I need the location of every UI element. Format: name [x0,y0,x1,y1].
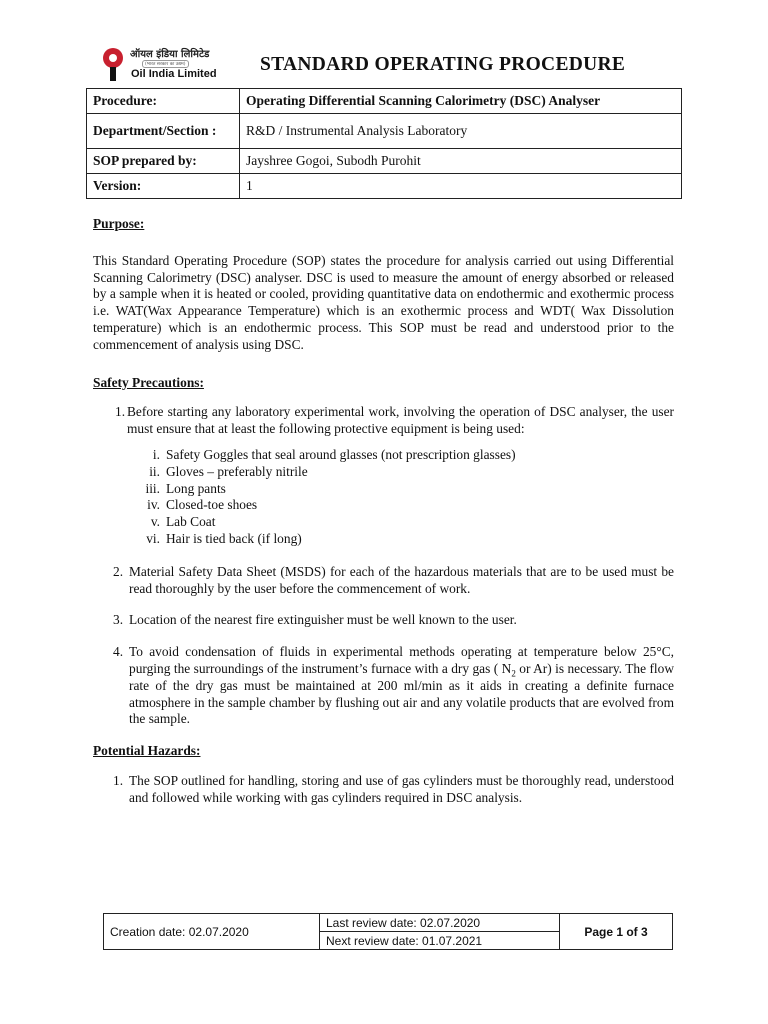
purpose-paragraph: This Standard Operating Procedure (SOP) states the procedure for analysis carried out using Differential Scanning Calorimetry (DSC) analyser. DSC is used to measure the amount of energy absorbed or released by a sample when it is heated or cooled, providing quantitative data on endothermic and exothermic process i.e. WAT(Wax Appearance Temperature) which is an exothermic process and WDT( Wax Dissolution temperature) which is an endothermic process. This SOP must be read and understood prior to the commencement of analysis using DSC. [93,252,674,352]
info-value: 1 [240,174,682,199]
creation-date: Creation date: 02.07.2020 [104,914,320,950]
info-value: Jayshree Gogoi, Subodh Purohit [240,149,682,174]
table-row [104,914,673,932]
list-item: 1. Before starting any laboratory experimental work, involving the operation of DSC analyser, the user must ensure that at least the following protective equipment is being used: [115,404,674,437]
info-label: Department/Section : [87,114,240,149]
logo-hindi-text: ऑयल इंडिया लिमिटेड [130,49,210,60]
document-title: STANDARD OPERATING PROCEDURE [260,54,626,75]
ppe-list [93,447,674,548]
safety-list [93,404,674,438]
safety-list-continued [93,564,674,728]
hazards-heading: Potential Hazards: [93,743,201,759]
safety-item-text: Material Safety Data Sheet (MSDS) for each of the hazardous materials that are to be used must be read thoroughly by the user before the commencement of work. [129,563,674,596]
list-item: v. Lab Coat [150,514,216,530]
table-row [87,89,682,114]
list-item: iv. Closed-toe shoes [147,497,258,513]
last-review-date: Last review date: 02.07.2020 [320,914,560,932]
safety-item-text: Location of the nearest fire extinguisher must be well known to the user. [129,612,517,628]
safety-item-text: To avoid condensation of fluids in experimental methods operating at temperature below 25°C, purging the surroundings of the instrument’s furnace with a dry gas ( $N_2$ or Ar) is necessary. The flow rate of the dry gas must be maintained at 200 ml/min as it aids in creating a definite furnace atmosphere in the sample chamber by flushing out air and any volatile products that are evolved from the sample. [129,644,674,727]
list-item: vi. Hair is tied back (if long) [146,530,302,546]
info-value: R&D / Instrumental Analysis Laboratory [240,114,682,149]
safety-item-text: Before starting any laboratory experimental work, involving the operation of DSC analyser, the user must ensure that at least the following protective equipment is being used: [127,404,674,437]
list-item: 2. Material Safety Data Sheet (MSDS) for each of the hazardous materials that are to be used must be read thoroughly by the user before the commencement of work. [113,563,674,596]
hazard-item-text: The SOP outlined for handling, storing and use of gas cylinders must be thoroughly read, understood and followed while working with gas cylinders required in DSC analysis. [129,772,674,805]
list-item: 3. Location of the nearest fire extinguisher must be well known to the user. [113,612,517,628]
info-label: Version: [87,174,240,199]
logo-english-text: Oil India Limited [131,68,217,80]
hazards-list [93,773,674,807]
table-row [87,174,682,199]
safety-heading: Safety Precautions: [93,374,204,390]
procedure-info-table [86,88,682,199]
logo-tagline: (भारत सरकार का उद्यम) [142,60,189,68]
table-row [87,114,682,149]
next-review-date: Next review date: 01.07.2021 [320,932,560,950]
list-item: ii. Gloves – preferably nitrile [149,463,308,479]
info-label: SOP prepared by: [87,149,240,174]
info-label: Procedure: [87,89,240,114]
page-number: Page 1 of 3 [560,914,673,950]
list-item: iii. Long pants [145,480,226,496]
list-item: i. Safety Goggles that seal around glasses (not prescription glasses) [152,446,516,462]
oil-drop-logo-icon [100,46,126,82]
revision-footer-table [103,913,673,950]
list-item: 1. The SOP outlined for handling, storing and use of gas cylinders must be thoroughly read, understood and followed while working with gas cylinders required in DSC analysis. [113,772,674,805]
document-body [93,216,674,807]
company-logo [100,44,217,84]
purpose-heading: Purpose: [93,216,145,231]
table-row [87,149,682,174]
list-item: 4. To avoid condensation of fluids in experimental methods operating at temperature below 25°C, purging the surroundings of the instrument’s furnace with a dry gas ( $N_2$ or Ar) is necessary. The flow rate of the dry gas must be maintained at 200 ml/min as it aids in creating a definite furnace atmosphere in the sample chamber by flushing out air and any volatile products that are evolved from the sample. [113,644,674,727]
info-value: Operating Differential Scanning Calorimetry (DSC) Analyser [240,89,682,114]
